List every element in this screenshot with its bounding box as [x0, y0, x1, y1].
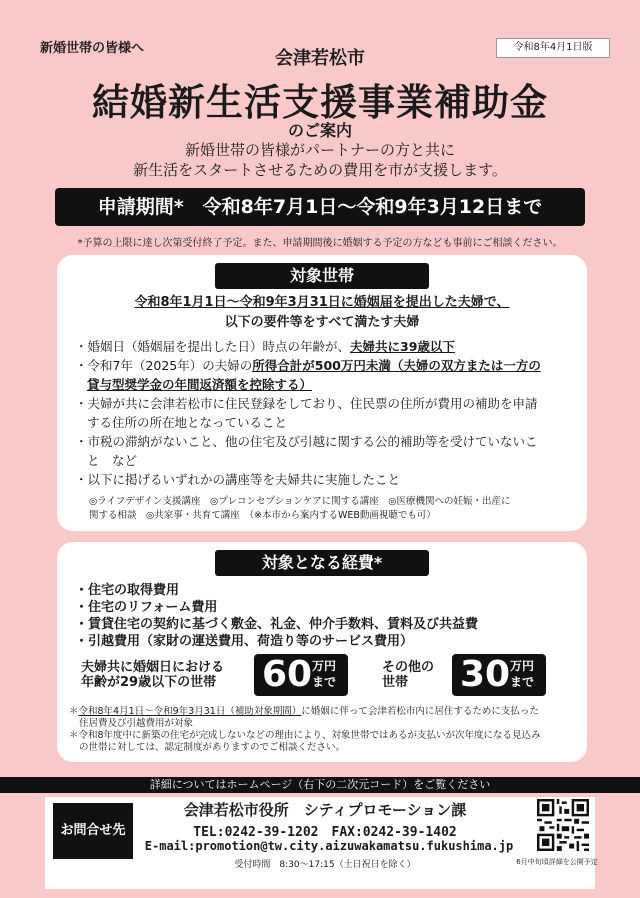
- application-period: 申請期間* 令和8年7月1日～令和9年3月12日まで: [55, 188, 585, 226]
- requirement-emphasis: 所得合計が500万円未満（夫婦の双方または一方の: [252, 358, 541, 373]
- amount-number: 60: [262, 654, 313, 695]
- expense-note-1-cont: 住居費及び引越費用が対象: [79, 718, 194, 729]
- eligibility-heading-line-2: 以下の要件等をすべて満たす夫婦: [224, 315, 420, 330]
- note-text: に婚姻に伴って会津若松市内に居住するために支払った: [301, 706, 539, 717]
- qr-code-icon[interactable]: [537, 799, 589, 851]
- requirement-emphasis: 夫婦共に39歳以下: [350, 339, 455, 354]
- amount-unit: [510, 658, 534, 690]
- homepage-notice: 詳細についてはホームページ（右下の二次元コード）をご覧ください: [0, 777, 640, 793]
- greeting: 新婚世帯の皆様へ: [40, 41, 145, 56]
- subsidy-label-line: 年齢が29歳以下の世帯: [81, 675, 217, 690]
- requirement-emphasis: 貸与型奨学金の年間返済額を控除する）: [87, 377, 313, 392]
- amount-unit: [312, 658, 336, 690]
- expense-list: [75, 582, 478, 650]
- email-link[interactable]: E-mail:promotion@tw.city.aizuwakamatsu.fukushima.jp: [144, 839, 514, 853]
- expense-notes: [69, 706, 579, 754]
- subsidy-under29-amount: [254, 654, 348, 696]
- expense-item: ・賃貸住宅の契約に基づく敷金、礼金、仲介手数料、賃料及び共益費: [75, 617, 479, 632]
- requirement-text: ・令和7年（2025年）の夫婦の: [75, 358, 253, 373]
- eligibility-heading-line-1: 令和8年1月1日～令和9年3月31日に婚姻届を提出した夫婦で、: [134, 295, 510, 310]
- eligible-tag: 対象世帯: [215, 263, 429, 289]
- subsidy-under29-label: [81, 660, 224, 690]
- expense-item: ・引越費用（家財の運送費用、荷造り等のサービス費用）: [75, 634, 414, 649]
- expense-note-1: [69, 706, 579, 718]
- requirement-text: ・婚姻日（婚姻届を提出した日）時点の年齢が、: [75, 339, 351, 354]
- amount-unit-line: まで: [312, 675, 337, 689]
- amount-unit-line: 万円: [510, 659, 535, 673]
- amount-unit-line: 万円: [312, 659, 337, 673]
- requirements-list: [75, 337, 575, 489]
- intro-line-2: 新生活をスタートさせるための費用を市が支援します。: [133, 161, 507, 179]
- edition-badge: 令和8年4月1日版: [496, 38, 610, 58]
- subsidy-other-label: [382, 660, 434, 690]
- note-emphasis: 令和8年4月1日～令和9年3月31日（補助対象期間）: [78, 706, 302, 717]
- office-hours: 受付時間 8:30～17:15（土日祝日を除く）: [234, 860, 416, 870]
- expense-note-2: ＊令和8年度中に新築の住宅が完成しないなどの理由により、対象世帯ではあるが支払いが次年度になる見込み: [69, 730, 541, 741]
- page-title: 結婚新生活支援事業補助金: [92, 81, 548, 124]
- period-note: *予算の上限に達し次第受付終了予定。また、申請期間後に婚姻する予定の方なども事前にご相談ください。: [77, 238, 563, 249]
- eligible-households-panel: [57, 255, 587, 531]
- subsidy-other-amount: [452, 654, 546, 696]
- seminar-line-1: ◎ライフデザイン支援講座 ◎プレコンセプションケアに関する講座 ◎医療機関への妊娠・出産に: [89, 496, 511, 507]
- requirement-seminar: ・以下に掲げるいずれかの講座等を夫婦共に実施したこと: [75, 472, 401, 487]
- subsidy-label-line: その他の: [382, 660, 435, 675]
- expenses-tag: 対象となる経費*: [215, 550, 429, 576]
- subsidy-label-line: 世帯: [382, 675, 409, 690]
- qr-note: 6月中旬頃詳細を公開予定: [516, 858, 598, 866]
- requirement-residence: ・夫婦が共に会津若松市に住民登録をしており、住民票の住所が費用の補助を申請: [75, 396, 538, 411]
- amount-number: 30: [460, 654, 511, 695]
- requirement-age: [75, 337, 575, 356]
- seminar-list: [89, 495, 569, 523]
- expense-note-2-cont: の世帯に対しては、認定制度がありますのでご相談ください。: [79, 742, 346, 753]
- seminar-line-2: 関する相談 ◎共家事・共育て講座 （※本市から案内するWEB動画視聴でも可）: [89, 510, 436, 521]
- intro-line-1: 新婚世帯の皆様がパートナーの方と共に: [184, 141, 455, 159]
- contact-box: [45, 797, 598, 889]
- office-name: 会津若松市役所 シティプロモーション課: [183, 801, 467, 819]
- requirement-tax: ・市税の滞納がないこと、他の住宅及び引越に関する公的補助等を受けていないこ: [75, 434, 538, 449]
- requirement-income: [75, 356, 575, 375]
- eligible-expenses-panel: [57, 542, 587, 762]
- requirement-residence-cont: する住所の所在地となっていること: [87, 415, 288, 430]
- city-name: 会津若松市: [275, 48, 365, 69]
- contact-tag: お問合せ先: [53, 803, 133, 859]
- requirement-tax-cont: と など: [87, 453, 138, 468]
- requirement-income-cont: [75, 375, 575, 394]
- page-subtitle: のご案内: [287, 121, 352, 140]
- intro-text: [0, 140, 640, 180]
- expense-item: ・住宅のリフォーム費用: [75, 600, 218, 615]
- subsidy-label-line: 夫婦共に婚姻日における: [81, 660, 225, 675]
- note-mark: ＊: [69, 706, 79, 717]
- expense-item: ・住宅の取得費用: [75, 583, 180, 598]
- amount-unit-line: まで: [510, 675, 535, 689]
- eligibility-heading: [57, 293, 587, 333]
- tel-fax: TEL:0242-39-1202 FAX:0242-39-1402: [193, 825, 457, 840]
